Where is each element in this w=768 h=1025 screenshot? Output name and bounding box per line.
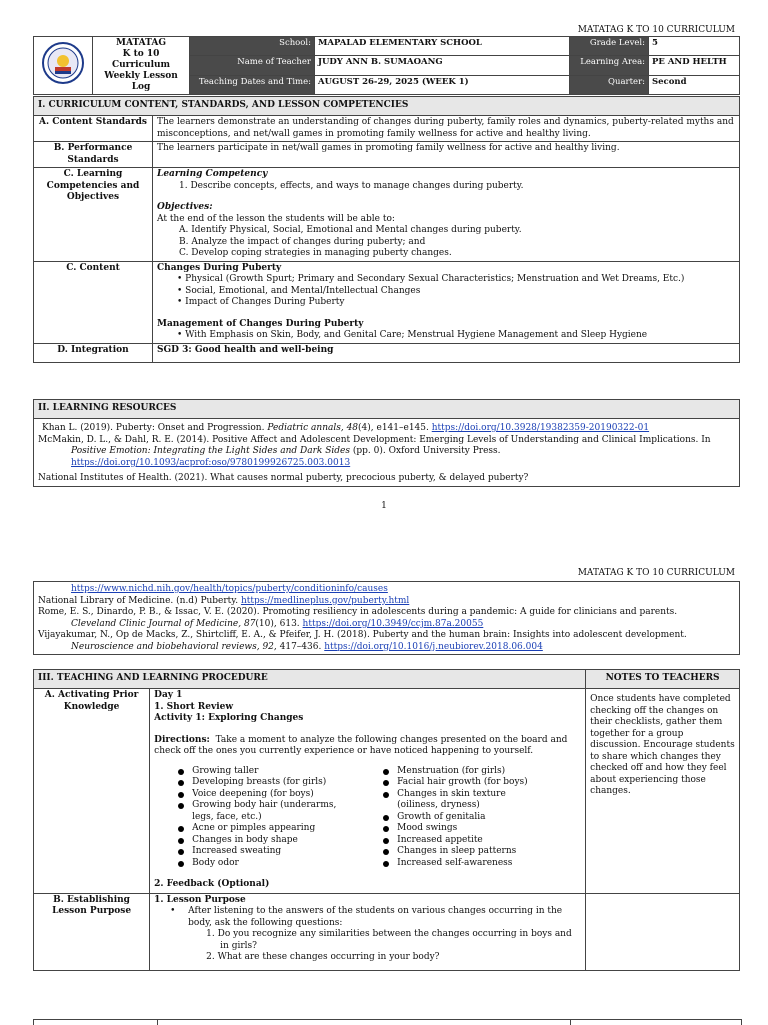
content-item: • With Emphasis on Skin, Body, and Genital Care; Menstrual Hygiene Management and Sleep Hygiene bbox=[177, 330, 648, 340]
reference-5-link[interactable]: https://doi.org/10.3949/ccjm.87a.20055 bbox=[302, 618, 484, 629]
day-label: Day 1 bbox=[154, 690, 183, 700]
feedback-label: 2. Feedback (Optional) bbox=[154, 879, 270, 889]
content-standards-label: A. Content Standards bbox=[34, 116, 153, 142]
purpose-question: 2. What are these changes occurring in your body? bbox=[206, 952, 440, 962]
references-continued-cell bbox=[34, 582, 740, 655]
reference-1: Khan L. (2019). Puberty: Onset and Progression. Pediatric annals, 48(4), e141–e145. https://doi.org/10.3928/19382359-20190322-01 bbox=[42, 423, 650, 433]
integration-text: SGD 3: Good health and well-being bbox=[153, 343, 740, 362]
lesson-log-title: MATATAG K to 10 Curriculum Weekly Lesson Log bbox=[93, 37, 190, 95]
dates-value: AUGUST 26-29, 2025 (WEEK 1) bbox=[315, 75, 570, 94]
objectives-intro: At the end of the lesson the students will be able to: bbox=[157, 213, 395, 224]
checklist-right bbox=[381, 766, 581, 870]
checklist-item[interactable]: Menstruation (for girls) bbox=[381, 766, 581, 778]
notes-cell bbox=[586, 689, 740, 894]
objectives-heading: Objectives: bbox=[157, 202, 213, 212]
reference-3-link[interactable]: https://www.nichd.nih.gov/health/topics/puberty/conditioninfo/causes bbox=[71, 584, 388, 594]
checklist-item[interactable]: Growing taller bbox=[176, 766, 381, 778]
integration-label: D. Integration bbox=[34, 343, 153, 362]
section-2-heading: II. LEARNING RESOURCES bbox=[34, 400, 740, 419]
notes-heading: NOTES TO TEACHERS bbox=[586, 670, 740, 689]
checklist-item[interactable]: Acne or pimples appearing bbox=[176, 823, 381, 835]
reference-4-link[interactable]: https://medlineplus.gov/puberty.html bbox=[240, 595, 410, 606]
reference-5: Rome, E. S., Dinardo, P. B., & Issac, V. E. (2020). Promoting resiliency in adolescents during a pandemic: A guide for clinicians and parents. Cleveland Clinic Journal of Medicine, 87(10), 613. https://doi.org/10.3949/ccjm.87a.20055 bbox=[38, 607, 678, 629]
checklist-item[interactable]: Growth of genitalia bbox=[381, 812, 581, 824]
lesson-purpose-label: B. Establishing Lesson Purpose bbox=[34, 893, 150, 970]
reference-4: National Library of Medicine. (n.d) Puberty. https://medlineplus.gov/puberty.html bbox=[38, 595, 410, 606]
reference-6: Vijayakumar, N., Op de Macks, Z., Shirtcliff, E. A., & Pfeifer, J. H. (2018). Puberty and the human brain: Insights into adolescent development. Neuroscience and biobehavioral reviews, 92, 417–436. https://doi.org/10.1016/j.neubiorev.2018.06.004 bbox=[38, 630, 687, 652]
school-label: School: bbox=[190, 37, 315, 56]
checklist-item[interactable]: Growing body hair (underarms, legs, face, etc.) bbox=[176, 800, 342, 823]
teacher-value: JUDY ANN B. SUMAOANG bbox=[315, 56, 570, 75]
section-1-heading: I. CURRICULUM CONTENT, STANDARDS, AND LESSON COMPETENCIES bbox=[34, 97, 740, 116]
checklist-item[interactable]: Voice deepening (for boys) bbox=[176, 789, 381, 801]
section-3-heading: III. TEACHING AND LEARNING PROCEDURE bbox=[34, 670, 586, 689]
lesson-purpose-heading: 1. Lesson Purpose bbox=[154, 894, 246, 905]
header-table bbox=[33, 36, 740, 95]
quarter-label: Quarter: bbox=[570, 75, 649, 94]
activating-knowledge-label: A. Activating Prior Knowledge bbox=[34, 689, 150, 894]
content-standards-text: The learners demonstrate an understanding of changes during puberty, family roles and dynamics, puberty-related myths and misconceptions, and net/wall games in promoting family wellness for active and healthy living. bbox=[153, 116, 740, 142]
school-value: MAPALAD ELEMENTARY SCHOOL bbox=[315, 37, 570, 56]
grade-value: 5 bbox=[649, 37, 740, 56]
directions: Directions: Take a moment to analyze the following changes presented on the board and check off the ones you currently experience or have noticed happening to yourself. bbox=[154, 734, 568, 756]
grade-label: Grade Level: bbox=[570, 37, 649, 56]
checklist-item[interactable]: Developing breasts (for girls) bbox=[176, 777, 381, 789]
reference-1-link[interactable]: https://doi.org/10.3928/19382359-20190322-01 bbox=[431, 423, 650, 433]
purpose-question: 1. Do you recognize any similarities between the changes occurring in boys and in girls? bbox=[206, 929, 572, 951]
quarter-value: Second bbox=[649, 75, 740, 94]
notes-text: Once students have completed checking off the changes on their checklists, gather them together for a group discussion. Encourage students to share which changes they checked off and how they feel about experiencing those changes. bbox=[590, 694, 735, 796]
reference-2-link[interactable]: https://doi.org/10.1093/acprof:oso/9780199926725.003.0013 bbox=[71, 457, 351, 468]
changes-checklist bbox=[154, 766, 581, 870]
objective-c: C. Develop coping strategies in managing puberty changes. bbox=[179, 248, 452, 258]
content-item: • Physical (Growth Spurt; Primary and Secondary Sexual Characteristics; Menstruation and Wet Dreams, Etc.) bbox=[177, 274, 685, 284]
teaching-procedure-table bbox=[33, 669, 740, 971]
checklist-item[interactable]: Increased appetite bbox=[381, 835, 581, 847]
objective-a: A. Identify Physical, Social, Emotional and Mental changes during puberty. bbox=[179, 225, 522, 235]
competency-heading: Learning Competency bbox=[157, 169, 268, 179]
seal-icon bbox=[41, 41, 85, 85]
checklist-item[interactable]: Changes in sleep patterns bbox=[381, 846, 581, 858]
performance-standards-label: B. Performance Standards bbox=[34, 142, 153, 168]
competencies-cell bbox=[153, 168, 740, 262]
references-cell bbox=[34, 419, 740, 487]
activity-title: Activity 1: Exploring Changes bbox=[154, 713, 304, 723]
checklist-item[interactable]: Increased sweating bbox=[176, 846, 381, 858]
notes-cell-empty bbox=[586, 893, 740, 970]
checklist-item[interactable]: Increased self-awareness bbox=[381, 858, 581, 870]
competencies-label: C. Learning Competencies and Objectives bbox=[34, 168, 153, 262]
reference-3: National Institutes of Health. (2021). What causes normal puberty, precocious puberty, & delayed puberty? bbox=[38, 473, 529, 483]
content-heading-2: Management of Changes During Puberty bbox=[157, 318, 364, 329]
references-continued-table bbox=[33, 581, 740, 655]
checklist-item[interactable]: Mood swings bbox=[381, 823, 581, 835]
content-heading-1: Changes During Puberty bbox=[157, 262, 282, 273]
reference-6-link[interactable]: https://doi.org/10.1016/j.neubiorev.2018.06.004 bbox=[324, 641, 543, 652]
page-number: 1 bbox=[381, 501, 387, 511]
learning-resources-table bbox=[33, 399, 740, 487]
content-label: C. Content bbox=[34, 261, 153, 343]
checklist-item[interactable]: Body odor bbox=[176, 858, 381, 870]
lesson-purpose-cell bbox=[150, 893, 586, 970]
content-item: • Impact of Changes During Puberty bbox=[177, 297, 345, 307]
page-2 bbox=[0, 520, 768, 1024]
checklist-left bbox=[176, 766, 381, 870]
content-item: • Social, Emotional, and Mental/Intellectual Changes bbox=[177, 285, 421, 296]
purpose-bullet: • After listening to the answers of the students on various changes occurring in the body, ask the following questions: bbox=[170, 906, 563, 928]
area-label: Learning Area: bbox=[570, 56, 649, 75]
curriculum-label: MATATAG K TO 10 CURRICULUM bbox=[577, 25, 735, 35]
teacher-label: Name of Teacher bbox=[190, 56, 315, 75]
curriculum-content-table bbox=[33, 96, 740, 363]
checklist-item[interactable]: Changes in body shape bbox=[176, 835, 381, 847]
objective-b: B. Analyze the impact of changes during puberty; and bbox=[179, 236, 426, 247]
area-value: PE AND HELTH bbox=[649, 56, 740, 75]
short-review: 1. Short Review bbox=[154, 701, 234, 712]
content-cell bbox=[153, 261, 740, 343]
deped-seal bbox=[34, 37, 93, 95]
performance-standards-text: The learners participate in net/wall games in promoting family wellness for active and healthy living. bbox=[153, 142, 740, 168]
curriculum-label: MATATAG K TO 10 CURRICULUM bbox=[577, 568, 735, 578]
checklist-item[interactable]: Changes in skin texture (oiliness, dryness) bbox=[381, 789, 537, 812]
reference-2: McMakin, D. L., & Dahl, R. E. (2014). Positive Affect and Adolescent Development: Emerging Levels of Understanding and Clinical Implications. In Positive Emotion: Integrating the Light Sides and Dark Sides (pp. 0). Oxford University Press. https://doi.org/10.1093/acprof:oso/9780199926725.003.0013 bbox=[38, 434, 711, 468]
competency-item: 1. Describe concepts, effects, and ways to manage changes during puberty. bbox=[179, 180, 524, 191]
checklist-item[interactable]: Facial hair growth (for boys) bbox=[381, 777, 581, 789]
next-table-top bbox=[33, 1019, 742, 1025]
activating-knowledge-cell bbox=[150, 689, 586, 894]
dates-label: Teaching Dates and Time: bbox=[190, 75, 315, 94]
